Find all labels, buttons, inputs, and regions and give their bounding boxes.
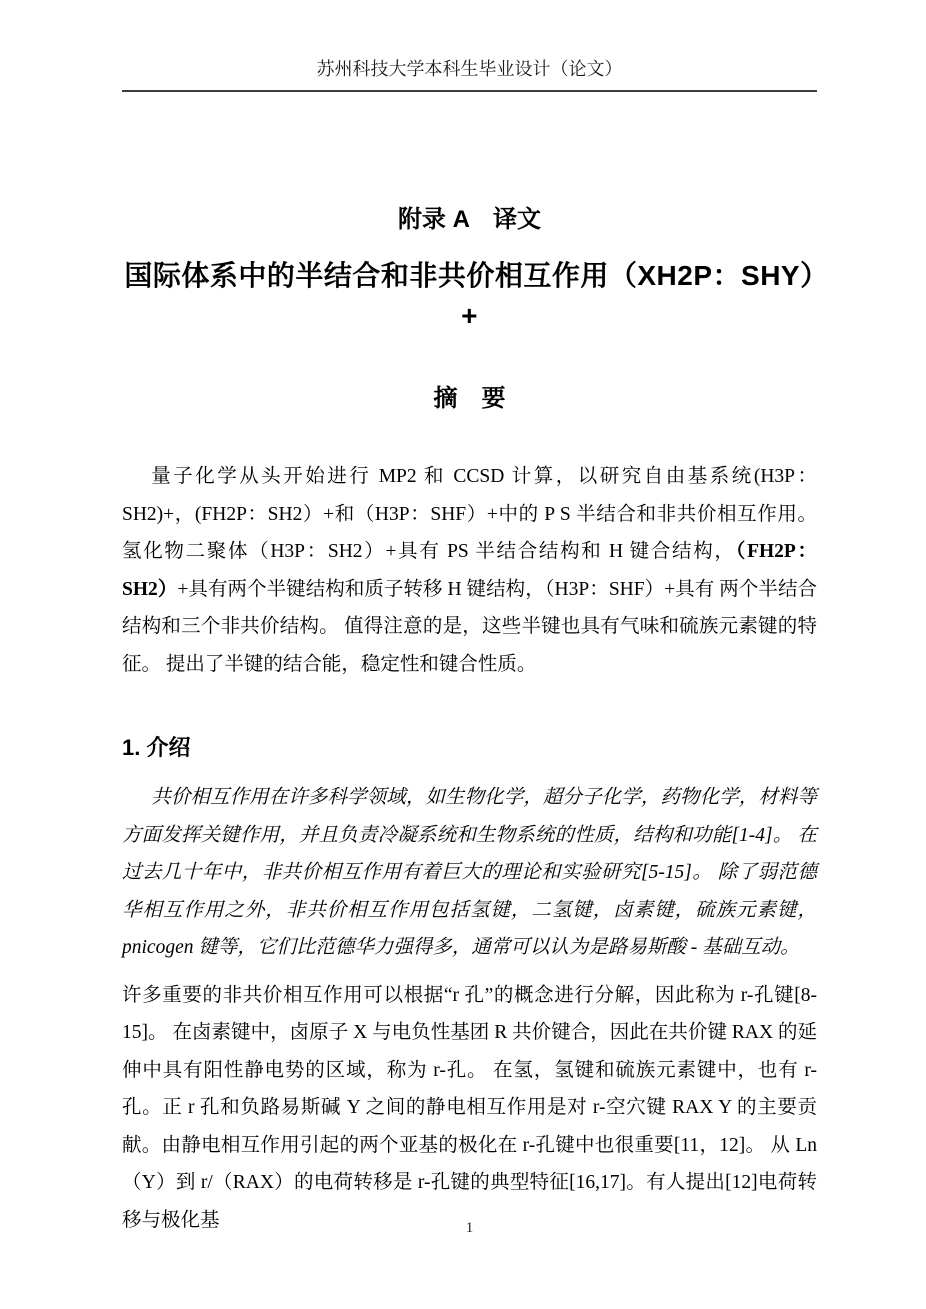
page-header — [122, 0, 817, 92]
intro-paragraph-1: 共价相互作用在许多科学领域，如生物化学，超分子化学，药物化学，材料等方面发挥关键作用，并且负责冷凝系统和生物系统的性质，结构和功能[1-4]。 在过去几十年中，非共价相互作用有着巨大的理论和实验研究[5-15]。 除了弱范德华相互作用之外，非共价相互作用包括氢键，二氢键，卤素键，硫族元素键，pnicogen 键等，它们比范德华力强得多，通常可以认为是路易斯酸 - 基础互动。 — [122, 787, 817, 958]
abstract-text-bold: （FH2P：SH2） — [122, 541, 817, 600]
abstract-heading: 摘 要 — [433, 385, 506, 412]
appendix-title: 附录 A 译文 — [397, 206, 542, 233]
abstract-text-part1: 量子化学从头开始进行 MP2 和 CCSD 计算，以研究自由基系统(H3P：SH2)+，(FH2P：SH2）+和（H3P：SHF）+中的 P S 半结合和非共价相互作用。 氢化物二聚体（H3P：SH2）+具有 PS 半结合结构和 H 键合结构， — [122, 466, 817, 562]
header-title: 苏州科技大学本科生毕业设计（论文） — [316, 59, 623, 79]
header-divider — [122, 90, 817, 92]
page-number: 1 — [465, 1220, 474, 1236]
section-1-heading: 1. 介绍 — [122, 735, 191, 760]
abstract-paragraph — [122, 458, 817, 683]
main-title: 国际体系中的半结合和非共价相互作用（XH2P：SHY）+ — [124, 260, 815, 331]
intro-paragraph-2: 许多重要的非共价相互作用可以根据“r 孔”的概念进行分解，因此称为 r-孔键[8-15]。 在卤素键中，卤原子 X 与电负性基团 R 共价键合，因此在共价键 RAX 的延伸中具有阳性静电势的区域，称为 r-孔。 在氢，氢键和硫族元素键中，也有 r-孔。正 r 孔和负路易斯碱 Y 之间的静电相互作用是对 r-空穴键 RAX Y 的主要贡献。由静电相互作用引起的两个亚基的极化在 r-孔键中也很重要[11，12]。 从 Ln（Y）到 r/（RAX）的电荷转移是 r-孔键的典型特征[16,17]。有人提出[12]电荷转移与极化基 — [122, 984, 817, 1231]
abstract-text-part2: +具有两个半键结构和质子转移 H 键结构，（H3P：SHF）+具有 两个半结合结构和三个非共价结构。 值得注意的是，这些半键也具有气味和硫族元素键的特征。 提出了半键的结合能，稳定性和键合性质。 — [122, 578, 818, 675]
page-footer — [122, 1220, 817, 1237]
